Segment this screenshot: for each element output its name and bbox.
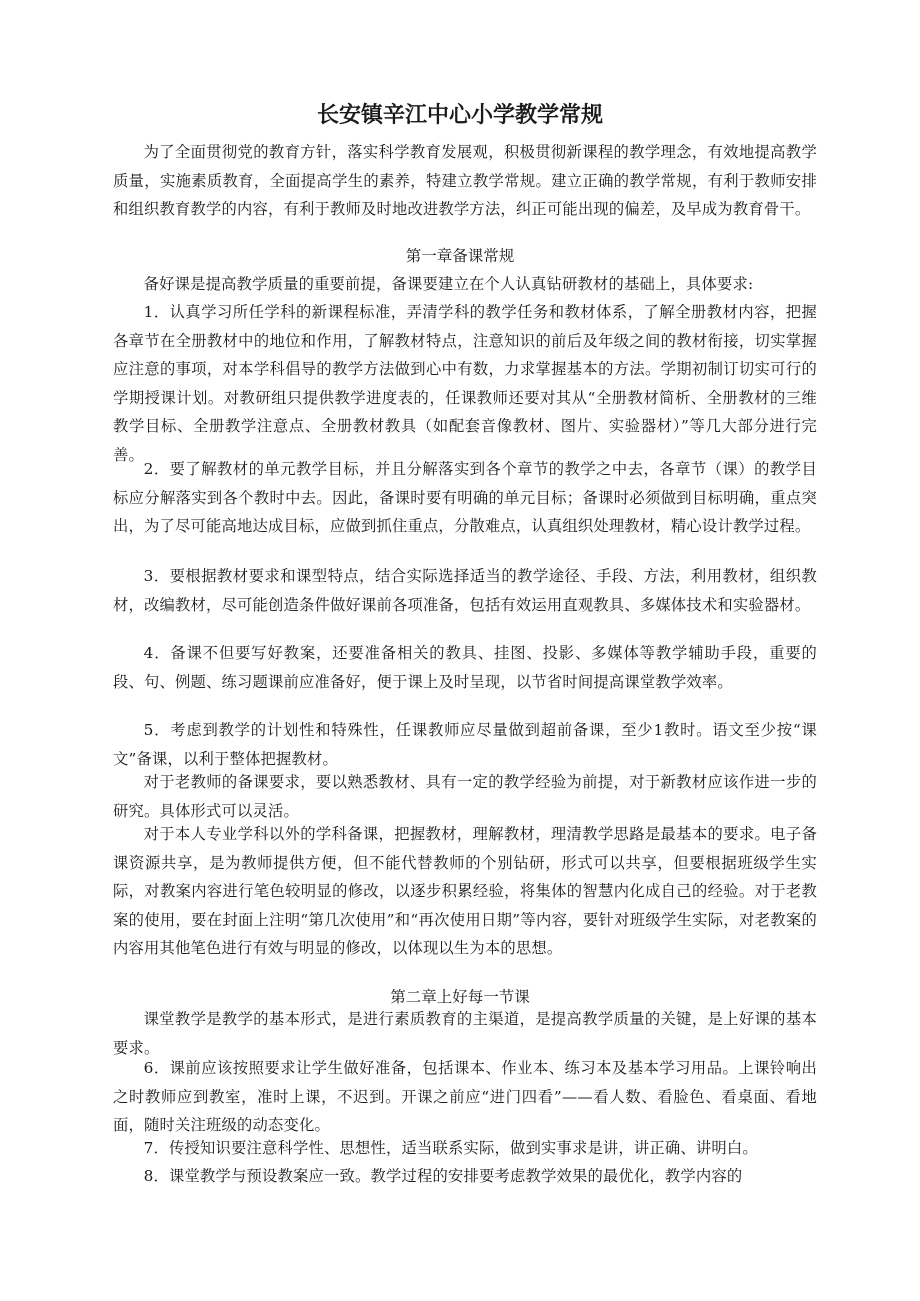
chapter2-paragraph: 6．课前应该按照要求让学生做好准备，包括课本、作业本、练习本及基本学习用品。上课铃响出之时教师应到教室，准时上课，不迟到。开课之前应“进门四看”——看人数、看脸色、看桌面、看地面，随时关注班级的动态变化。 xyxy=(113,1059,817,1135)
document-title: 长安镇辛江中心小学教学常规 xyxy=(316,103,603,128)
chapter1-paragraph: 对于老教师的备课要求，要以熟悉教材、具有一定的教学经验为前提，对于新教材应该作进一步的研究。具体形式可以灵活。 xyxy=(113,773,817,820)
chapter1-paragraph: 4．备课不但要写好教案，还要准备相关的教具、挂图、投影、多媒体等教学辅助手段，重要的段、句、例题、练习题课前应准备好，便于课上及时呈现，以节省时间提高课堂教学效率。 xyxy=(113,644,817,691)
chapter1-paragraph: 3．要根据教材要求和课型特点，结合实际选择适当的教学途径、手段、方法，利用教材，组织教材，改编教材，尽可能创造条件做好课前各项准备，包括有效运用直观教具、多媒体技术和实验器材。 xyxy=(113,567,817,614)
chapter1-paragraph: 1．认真学习所任学科的新课程标准，弄清学科的教学任务和教材体系，了解全册教材内容，把握各章节在全册教材中的地位和作用，了解教材特点，注意知识的前后及年级之间的教材衔接，切实掌握应注意的事项，对本学科倡导的教学方法做到心中有数，力求掌握基本的方法。学期初制订切实可行的学期授课计划。对教研组只提供教学进度表的，任课教师还要对其从“全册教材简析、全册教材的三维教学目标、全册教学注意点、全册教材教具（如配套音像教材、图片、实验器材）”等几大部分进行完善。 xyxy=(113,303,817,464)
chapter1-paragraph: 备好课是提高教学质量的重要前提，备课要建立在个人认真钻研教材的基础上，具体要求: xyxy=(143,275,754,293)
chapter2-paragraph: 课堂教学是教学的基本形式，是进行素质教育的主渠道，是提高教学质量的关键，是上好课的基本要求。 xyxy=(113,1010,817,1057)
chapter2-paragraph: 8．课堂教学与预设教案应一致。教学过程的安排要考虑教学效果的最优化，教学内容的 xyxy=(143,1167,743,1185)
chapter1-paragraph: 5．考虑到教学的计划性和特殊性，任课教师应尽量做到超前备课，至少1教时。语文至少按“课文”备课，以利于整体把握教材。 xyxy=(113,721,817,768)
chapter2-paragraph: 7．传授知识要注意科学性、思想性，适当联系实际，做到实事求是讲，讲正确、讲明白。 xyxy=(143,1139,758,1157)
chapter1-paragraph: 2．要了解教材的单元教学目标，并且分解落实到各个章节的教学之中去，各章节（课）的教学目标应分解落实到各个教时中去。因此，备课时要有明确的单元目标；备课时必须做到目标明确，重点突出，为了尽可能高地达成目标，应做到抓住重点，分散难点，认真组织处理教材，精心设计教学过程。 xyxy=(113,460,817,536)
chapter2-heading: 第二章上好每一节课 xyxy=(390,988,530,1006)
intro-paragraph: 为了全面贯彻党的教育方针，落实科学教育发展观，积极贯彻新课程的教学理念，有效地提高教学质量，实施素质教育，全面提高学生的素养，特建立教学常规。建立正确的教学常规，有利于教师安排和组织教育教学的内容，有利于教师及时地改进教学方法，纠正可能出现的偏差，及早成为教育骨干。 xyxy=(113,143,817,219)
chapter1-heading: 第一章备课常规 xyxy=(405,247,515,265)
chapter1-paragraph: 对于本人专业学科以外的学科备课，把握教材，理解教材，理清教学思路是最基本的要求。电子备课资源共享，是为教师提供方便，但不能代替教师的个别钻研，形式可以共享，但要根据班级学生实际，对教案内容进行笔色较明显的修改，以逐步积累经验，将集体的智慧内化成自己的经验。对于老教案的使用，要在封面上注明“第几次使用”和“再次使用日期”等内容，要针对班级学生实际，对老教案的内容用其他笔色进行有效与明显的修改，以体现以生为本的思想。 xyxy=(113,825,817,958)
